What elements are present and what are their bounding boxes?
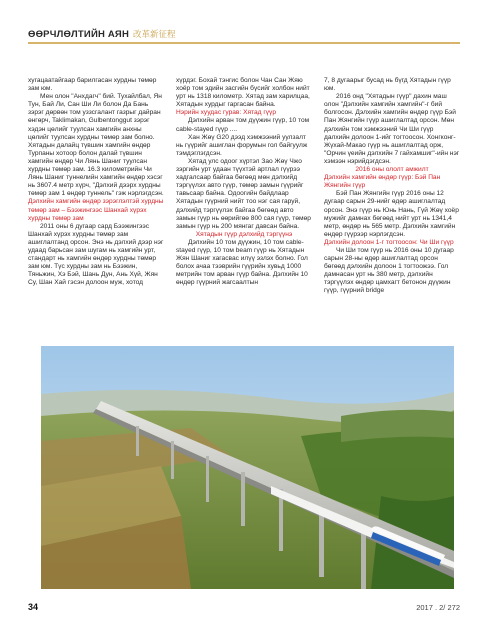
section-title: ӨӨРЧЛӨЛТИЙН АЯН [28,29,130,40]
paragraph: 2016 онд "Хятадын гүүр" дахин маш олон "Дэлхийн хамгийн хамгийн"-г бий болгосон. Дэлхийн хамгийн өндөр гүүр Бэй Пан Жянгийн гүүр ашиглалтад орсон. Мөн дэлхийн том хэмжээний Чи Ши гүүр далхийн долоон 1-ийг тогтоосон. Хонгконг-Жүхай-Макао гүүр нь ашиглалтад орж, "Орчин үеийн дэлхийн 7 гайхамшиг"-ийн нэг хэмээн нэрийдэгдсэн. [324,93,460,165]
article-body [28,77,460,340]
paragraph: 2011 оны 6 дугаар сард Бээжингээс Шанхай хүрэх хурдны төмөр зам ашиглалтанд орсон. Энэ нь дэлхий дээр нэг удаад барьсан зам шугам нь хамгийн урт, стандарт нь хамгийн өндөр хурдны төмөр зам юм. Түс хурдны зам нь Бээжин, Тяньжин, Хэ Бэй, Шань Дун, Ань Хүй, Жян Су, Шан Хай гэсэн долоон муж, хотод [28,222,164,287]
paragraph: Чи Ши том гүүр нь 2016 оны 10 дугаар сарын 28-ны өдөр ашиглалтад орсон бөгөөд дэлхийн долоон 1 тогтоожээ. Гол дамнасан урт нь 380 метр, дэлхийн тэргүүлэх өндөр цамхагт бетонон дүүжин гүүр, гүүрний bridge [324,246,454,295]
subheading: Дэлхийн хамгийн өндөр зэрэглэлтэй хурдны төмөр зам – Бээжингээс Шанхай хүрэх хурдны төмөр зам [28,198,164,222]
subheading: Хятадын гүүр дэлхийд тэргүүнэ [195,230,293,238]
paragraph: Дэлхийн арван том дүүжин гүүр, 10 том cable-stayed гүүр .... [176,117,310,133]
subheading: 2016 оны ололт амжилт [355,166,429,174]
bridge-train-photo [41,346,454,589]
paragraph: Дэлхийн 10 том дүүжин, 10 том cable-stayed гүүр, 10 том beam гүүр нь Хятадын Жян Шаниг хагасвас илүү эзлэх болно. Гол болох ачаа тээврийн гүүрийн хувьд 1000 метрийн том арван гүүр байна. Дэлхийн 10 өндөр гүүрний жагсаалтын [176,238,308,287]
running-header [28,28,460,40]
paragraph: Хятад улс одоог хүртэл Зао Жөү Чжо зэргийн урт удаан түүхтэй артлал гүүрээ хадгалсаар байгаа бөгөөд мөн дэлхийд тэргүүлэх авто гүүр, төмөр замын гүүрийг тавьсаар байна. Одоогийн байдлаар Хятадын гүүрний нийт тоо нэг сая гаруй, дэлхийд тэргүүлэх байгаа бөгөөд авто замын гүүр нь өөрийгөө 800 сая гүүр, төмөр замын гүүр нь 200 мянгаг давсан байна. [176,157,311,230]
paragraph: Мен олон "Анхдагч" бий. Тухайлбал, Ян Тун, Бай Ли, Сан Ши Ли болон Да Бань зэрэг дөрвөн том уззсгалант газрыг дайран өнгөрч, Taklimakan, Gulbentonggut зэрэг хэдэн цөлийг туулсан хамгийн анхны цөлийг туулсан хурдны төмөр зам болно. Хятадын далайц түвшин хамгийн өндөр Турпаны хотоор болон далай түвшин хамгийн өндөр Чи Лянь Шаниг туулсан хурдны төмөр зам. 16.3 километрийн Чи Лянь Шаниг туннелийн хамгийн өндөр хэсэг нь 3607.4 метр хүрч, "Дэлхий дээрх хурдны төмөр зам 1 өндөр туннель" гэж нэрлэгдсэн. [28,93,164,198]
subheading: Нэрийн хуудас гурав: Хятад гүүр [176,109,277,117]
subheading: Дэлхийн долоон 1-г тогтоосон: Чи Ши гүүр [324,238,454,246]
paragraph: хүрдэг. Бохай тэнгис болон Чан Сан Жяю хоёр том эдийн засгийн бүсийг холбон нийт урт нь 1318 километр. Хятад зам харилцаа, Хятадын хурдыг гаргасан байна. [176,77,310,109]
paragraph: Хан Жөү G20 дээд хэмжээний уулзалт нь гүүрийг ашиглан форумын гол байгуулж тэмдэглэгдсэн. [176,133,308,157]
paragraph: хугацаатайгаар барилгасан хурдны төмөр зам юм. [28,77,157,93]
section-subtitle: 改革新征程 [133,29,176,39]
paragraph: Бэй Пан Жянгийн гүүр 2016 оны 12 дугаар сарын 29-нийг өдөр ашиглалтад орсон. Энэ гүүр нь Юнь Нань, Гүй Жөү хоёр мужийг дамнах бөгөөд нийт урт нь 1341,4 метр, өндөр нь 565 метр. Дэлхийн хамгийн өндөр гүүрээр нэрлэгдсэн. [324,190,459,238]
text-column-2 [176,77,312,340]
page-number: 34 [28,602,39,612]
text-column-3 [324,77,460,340]
text-column-1 [28,77,164,340]
paragraph: 7, 8 дугаарыг бусад нь бүгд Хятадын гүүр юм. [324,77,451,93]
issue-label: 2017 . 2/ 272 [416,603,460,612]
subheading: Дэлхийн хамгийн өндөр гүүр: Бэй Пан Жянгийн гүүр [324,174,441,190]
header-rule [28,42,460,44]
